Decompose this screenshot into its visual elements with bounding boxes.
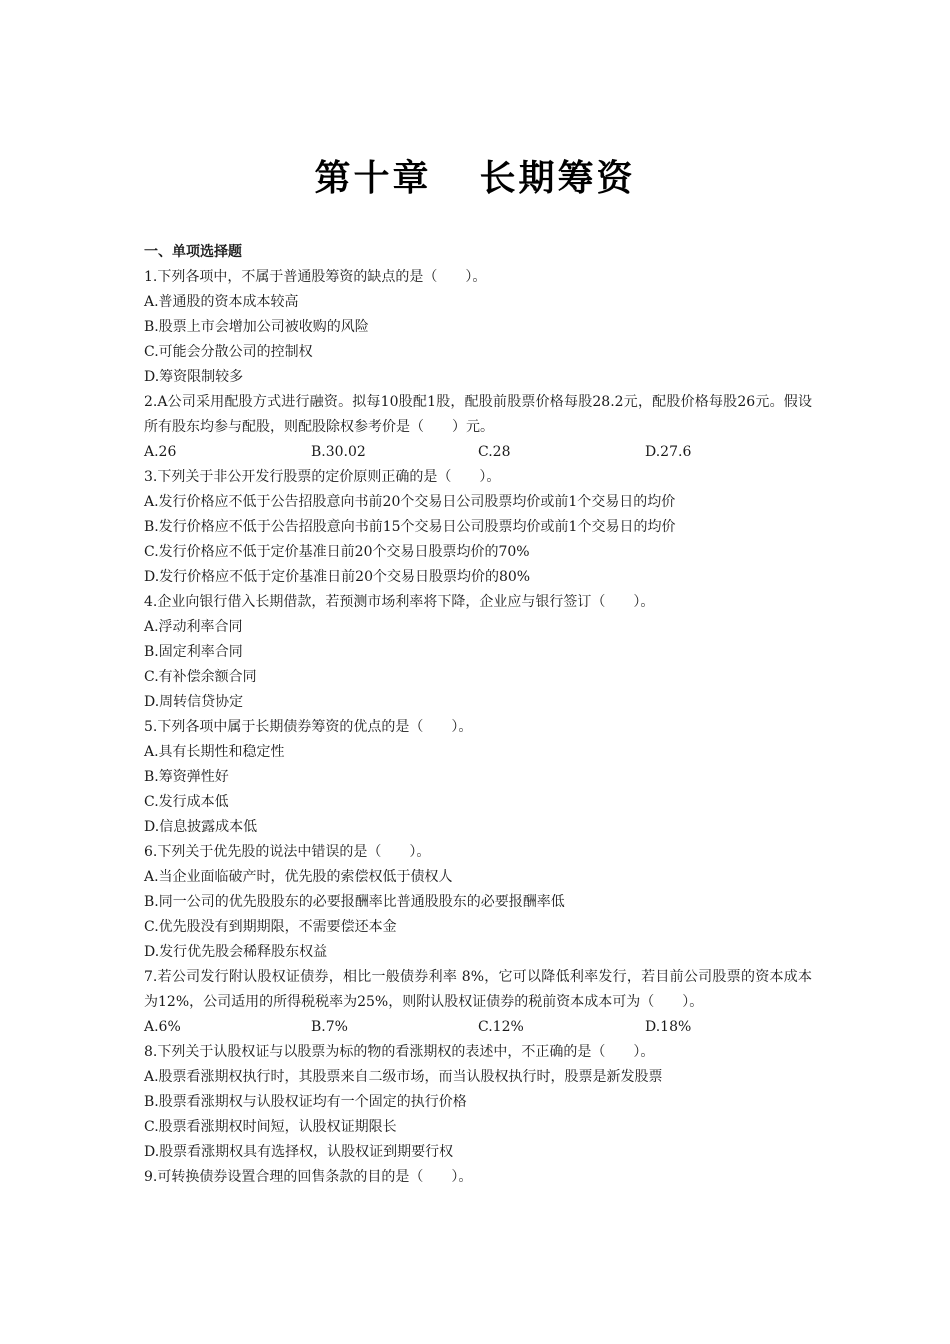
option: C.有补偿余额合同 — [144, 669, 257, 685]
option: D.发行价格应不低于定价基准日前20个交易日股票均价的80% — [144, 569, 531, 585]
option: B.筹资弹性好 — [144, 769, 229, 785]
option: C.可能会分散公司的控制权 — [144, 344, 313, 360]
option: D.信息披露成本低 — [144, 819, 258, 835]
option: C.12% — [478, 1019, 524, 1035]
option: D.18% — [645, 1019, 692, 1035]
option: A.具有长期性和稳定性 — [144, 744, 285, 760]
option: A.股票看涨期权执行时，其股票来自二级市场，而当认股权执行时，股票是新发股票 — [144, 1069, 663, 1085]
option: C.28 — [478, 444, 511, 460]
option-row — [144, 440, 812, 465]
option: A.发行价格应不低于公告招股意向书前20个交易日公司股票均价或前1个交易日的均价 — [144, 494, 676, 510]
question-8: 8.下列关于认股权证与以股票为标的物的看涨期权的表述中，不正确的是（ ）。 — [144, 1044, 655, 1060]
question-list — [144, 240, 812, 1190]
question-9: 9.可转换债券设置合理的回售条款的目的是（ ）。 — [144, 1169, 473, 1185]
option: D.筹资限制较多 — [144, 369, 244, 385]
option: A.普通股的资本成本较高 — [144, 294, 299, 310]
option: A.6% — [144, 1019, 181, 1035]
question-1: 1.下列各项中，不属于普通股筹资的缺点的是（ ）。 — [144, 269, 487, 285]
option-row — [144, 1015, 812, 1040]
question-5: 5.下列各项中属于长期债券筹资的优点的是（ ）。 — [144, 719, 473, 735]
option: C.发行成本低 — [144, 794, 229, 810]
option: B.发行价格应不低于公告招股意向书前15个交易日公司股票均价或前1个交易日的均价 — [144, 519, 676, 535]
option: B.固定利率合同 — [144, 644, 243, 660]
question-3: 3.下列关于非公开发行股票的定价原则正确的是（ ）。 — [144, 469, 501, 485]
option: B.30.02 — [311, 444, 366, 460]
chapter-title — [0, 150, 950, 201]
chapter-name: 长期筹资 — [479, 158, 636, 199]
section-heading: 一、单项选择题 — [144, 244, 242, 260]
chapter-number: 第十章 — [314, 158, 432, 199]
question-6: 6.下列关于优先股的说法中错误的是（ ）。 — [144, 844, 431, 860]
question-2: 2.A公司采用配股方式进行融资。拟每10股配1股，配股前股票价格每股28.2元，配股价格每股26元。假设所有股东均参与配股，则配股除权参考价是（ ）元。 — [144, 394, 812, 435]
option: A.26 — [144, 444, 177, 460]
question-4: 4.企业向银行借入长期借款，若预测市场利率将下降，企业应与银行签订（ ）。 — [144, 594, 655, 610]
option: B.股票上市会增加公司被收购的风险 — [144, 319, 369, 335]
option: D.周转信贷协定 — [144, 694, 244, 710]
question-7: 7.若公司发行附认股权证债券，相比一般债券利率 8%，它可以降低利率发行，若目前公司股票的资本成本为12%，公司适用的所得税税率为25%，则附认股权证债券的税前资本成本可为（ ）。 — [144, 969, 812, 1010]
option: A.浮动利率合同 — [144, 619, 243, 635]
option: D.发行优先股会稀释股东权益 — [144, 944, 328, 960]
option: C.股票看涨期权时间短，认股权证期限长 — [144, 1119, 397, 1135]
option: C.发行价格应不低于定价基准日前20个交易日股票均价的70% — [144, 544, 530, 560]
option: B.股票看涨期权与认股权证均有一个固定的执行价格 — [144, 1094, 467, 1110]
option: B.同一公司的优先股股东的必要报酬率比普通股股东的必要报酬率低 — [144, 894, 565, 910]
option: B.7% — [311, 1019, 348, 1035]
option: A.当企业面临破产时，优先股的索偿权低于债权人 — [144, 869, 453, 885]
option: D.股票看涨期权具有选择权，认股权证到期要行权 — [144, 1144, 454, 1160]
option: D.27.6 — [645, 444, 692, 460]
option: C.优先股没有到期期限，不需要偿还本金 — [144, 919, 397, 935]
